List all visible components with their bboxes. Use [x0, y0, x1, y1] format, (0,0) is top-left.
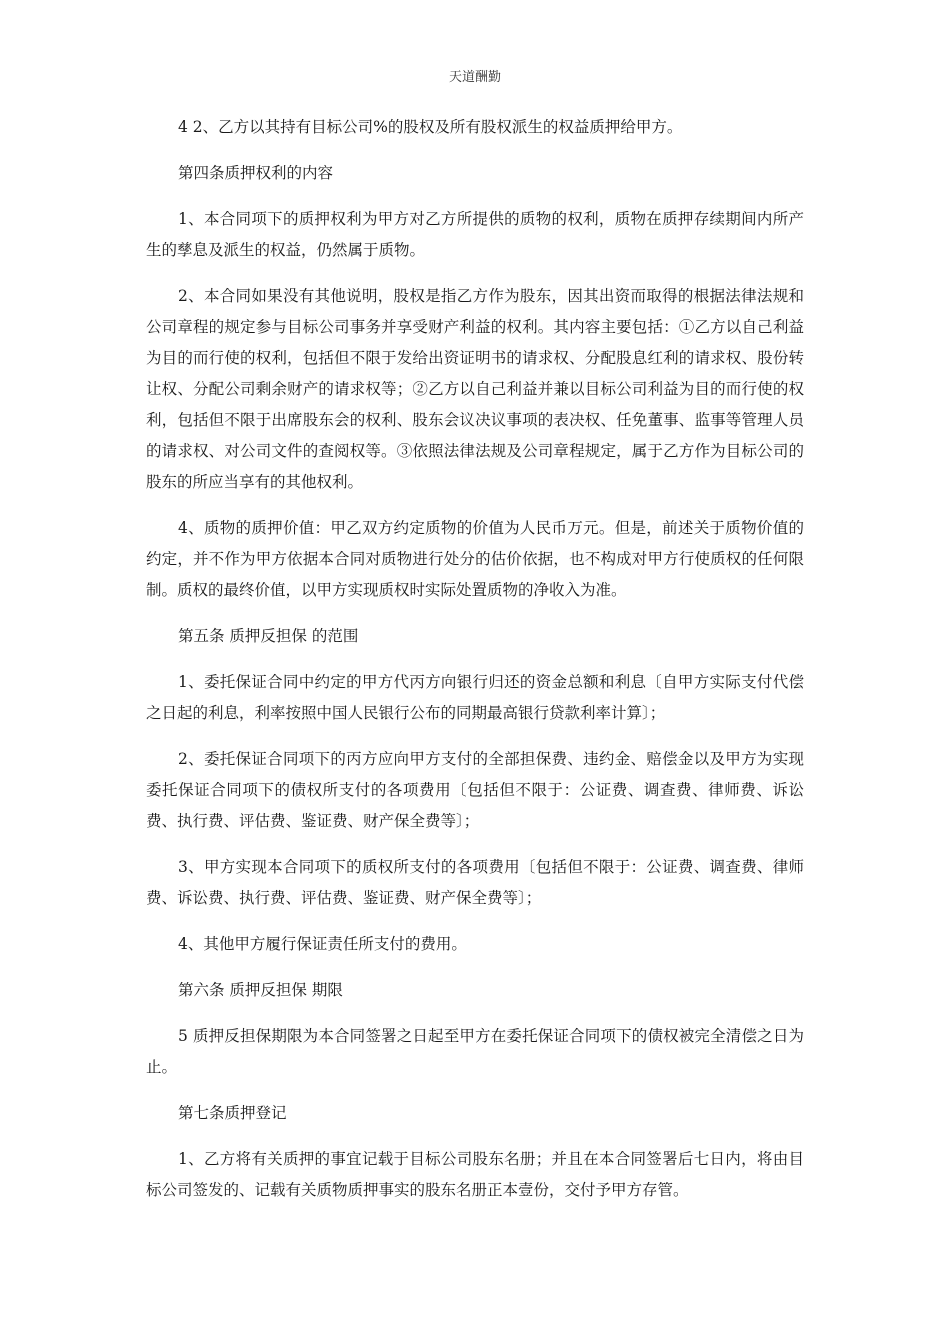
clause-paragraph: 1、委托保证合同中约定的甲方代丙方向银行归还的资金总额和利息〔自甲方实际支付代偿之日起的利息，利率按照中国人民银行公布的同期最高银行贷款利率计算〕； — [146, 673, 804, 722]
clause-paragraph: 3、甲方实现本合同项下的质权所支付的各项费用〔包括但不限于：公证费、调查费、律师费、诉讼费、执行费、评估费、鉴证费、财产保全费等〕； — [146, 858, 804, 907]
document-body — [146, 112, 804, 1221]
clause-paragraph: 1、乙方将有关质押的事宜记载于目标公司股东名册；并且在本合同签署后七日内，将由目标公司签发的、记载有关质物质押事实的股东名册正本壹份，交付予甲方存管。 — [146, 1150, 804, 1199]
clause-paragraph: 5 质押反担保期限为本合同签署之日起至甲方在委托保证合同项下的债权被完全清偿之日为止。 — [146, 1027, 804, 1076]
clause-paragraph: 1、本合同项下的质押权利为甲方对乙方所提供的质物的权利，质物在质押存续期间内所产生的孳息及派生的权益，仍然属于质物。 — [146, 210, 804, 259]
article-heading: 第七条质押登记 — [178, 1104, 287, 1122]
article-heading: 第四条质押权利的内容 — [178, 164, 334, 182]
article-heading: 第六条 质押反担保 期限 — [178, 981, 343, 999]
clause-paragraph: 4 2、乙方以其持有目标公司%的股权及所有股权派生的权益质押给甲方。 — [178, 118, 683, 136]
clause-paragraph: 2、委托保证合同项下的丙方应向甲方支付的全部担保费、违约金、赔偿金以及甲方为实现委托保证合同项下的债权所支付的各项费用〔包括但不限于：公证费、调查费、律师费、诉讼费、执行费、评估费、鉴证费、财产保全费等〕； — [146, 750, 804, 830]
page-header: 天道酬勤 — [448, 70, 501, 85]
clause-paragraph: 4、其他甲方履行保证责任所支付的费用。 — [178, 935, 467, 953]
article-heading: 第五条 质押反担保 的范围 — [178, 627, 359, 645]
clause-paragraph: 2、本合同如果没有其他说明，股权是指乙方作为股东，因其出资而取得的根据法律法规和公司章程的规定参与目标公司事务并享受财产利益的权利。其内容主要包括：①乙方以自己利益为目的而行使的权利，包括但不限于发给出资证明书的请求权、分配股息红利的请求权、股份转让权、分配公司剩余财产的请求权等；②乙方以自己利益并兼以目标公司利益为目的而行使的权利，包括但不限于出席股东会的权利、股东会议决议事项的表决权、任免董事、监事等管理人员的请求权、对公司文件的查阅权等。③依照法律法规及公司章程规定，属于乙方作为目标公司的股东的所应当享有的其他权利。 — [146, 287, 804, 491]
clause-paragraph: 4、质物的质押价值：甲乙双方约定质物的价值为人民币万元。但是，前述关于质物价值的约定，并不作为甲方依据本合同对质物进行处分的估价依据，也不构成对甲方行使质权的任何限制。质权的最终价值，以甲方实现质权时实际处置质物的净收入为准。 — [146, 519, 804, 599]
